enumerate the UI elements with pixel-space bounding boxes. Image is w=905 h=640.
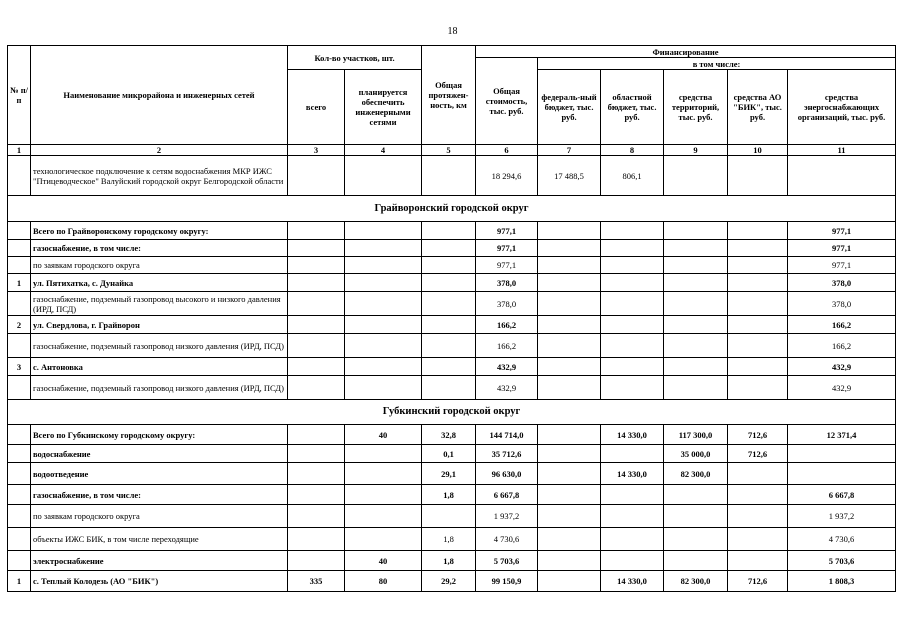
cell-energy: 378,0: [788, 274, 896, 292]
row-number: [8, 425, 31, 445]
cell-regional: 14 330,0: [601, 571, 664, 592]
cell-territory: [664, 240, 728, 257]
cell-bik: [728, 292, 788, 316]
cell-planned: [345, 316, 422, 334]
cell-bik: [728, 463, 788, 485]
table-row: [8, 445, 896, 463]
cell-regional: [601, 257, 664, 274]
cell-cost: 378,0: [476, 292, 538, 316]
cell-energy: 977,1: [788, 240, 896, 257]
cell-bik: [728, 485, 788, 505]
cell-planned: [345, 292, 422, 316]
cell-energy: 1 937,2: [788, 505, 896, 528]
header-territory: средства территорий, тыс. руб.: [664, 70, 728, 145]
cell-length: [422, 274, 476, 292]
column-number: 1: [8, 145, 31, 156]
row-name: по заявкам городского округа: [31, 505, 288, 528]
cell-territory: [664, 257, 728, 274]
header-num: № п/п: [8, 46, 31, 145]
cell-bik: 712,6: [728, 425, 788, 445]
cell-federal: [538, 445, 601, 463]
cell-planned: [345, 358, 422, 376]
row-number: 3: [8, 358, 31, 376]
row-number: [8, 292, 31, 316]
cell-regional: [601, 551, 664, 571]
cell-total: [288, 551, 345, 571]
cell-cost: 96 630,0: [476, 463, 538, 485]
cell-length: 0,1: [422, 445, 476, 463]
cell-total: [288, 505, 345, 528]
cell-cost: 977,1: [476, 240, 538, 257]
table-row: [8, 292, 896, 316]
cell-regional: [601, 485, 664, 505]
cell-bik: [728, 222, 788, 240]
cell-bik: [728, 376, 788, 400]
cell-planned: 80: [345, 571, 422, 592]
cell-regional: [601, 292, 664, 316]
cell-total: [288, 376, 345, 400]
cell-federal: [538, 358, 601, 376]
cell-regional: [601, 445, 664, 463]
column-number: 4: [345, 145, 422, 156]
table-row: [8, 463, 896, 485]
cell-cost: 432,9: [476, 358, 538, 376]
table-row: [8, 274, 896, 292]
cell-federal: [538, 292, 601, 316]
cell-cost: 977,1: [476, 257, 538, 274]
cell-total: [288, 222, 345, 240]
row-number: [8, 528, 31, 551]
cell-total: [288, 463, 345, 485]
cell-cost: 5 703,6: [476, 551, 538, 571]
table-header: [8, 46, 896, 156]
cell-territory: [664, 358, 728, 376]
cell-planned: 40: [345, 551, 422, 571]
row-name: Всего по Губкинскому городскому округу:: [31, 425, 288, 445]
cell-regional: [601, 240, 664, 257]
cell-energy: [788, 445, 896, 463]
cell-total: [288, 257, 345, 274]
cell-energy: [788, 463, 896, 485]
table-row: [8, 528, 896, 551]
cell-territory: [664, 222, 728, 240]
cell-bik: [728, 358, 788, 376]
row-number: 1: [8, 571, 31, 592]
cell-bik: [728, 551, 788, 571]
table-row: [8, 571, 896, 592]
cell-territory: [664, 376, 728, 400]
section-header: [8, 196, 896, 222]
row-name: газоснабжение, подземный газопровод низкого давления (ИРД, ПСД): [31, 376, 288, 400]
header-energy: средства энергоснабжающих организаций, тыс. руб.: [788, 70, 896, 145]
cell-total: [288, 274, 345, 292]
row-name: Всего по Грайворонскому городскому округу:: [31, 222, 288, 240]
cell-length: 29,1: [422, 463, 476, 485]
cell-planned: [345, 222, 422, 240]
cell-length: 32,8: [422, 425, 476, 445]
cell-length: [422, 240, 476, 257]
column-number: 10: [728, 145, 788, 156]
cell-federal: [538, 257, 601, 274]
cell-energy: 378,0: [788, 292, 896, 316]
cell-territory: [664, 551, 728, 571]
cell-regional: [601, 528, 664, 551]
row-name: газоснабжение, в том числе:: [31, 240, 288, 257]
row-name: технологическое подключение к сетям водоснабжения МКР ИЖС "Птицеводческое" Валуйский городской округ Белгородской области: [31, 156, 288, 196]
header-federal: федераль-ный бюджет, тыс. руб.: [538, 70, 601, 145]
cell-length: [422, 376, 476, 400]
cell-regional: 14 330,0: [601, 425, 664, 445]
cell-energy: 977,1: [788, 257, 896, 274]
cell-federal: [538, 316, 601, 334]
cell-regional: [601, 274, 664, 292]
row-name: ул. Пятихатка, с. Дунайка: [31, 274, 288, 292]
cell-cost: 35 712,6: [476, 445, 538, 463]
cell-bik: [728, 528, 788, 551]
table-row: [8, 156, 896, 196]
cell-length: [422, 334, 476, 358]
cell-regional: [601, 505, 664, 528]
cell-territory: [664, 505, 728, 528]
cell-total: [288, 292, 345, 316]
cell-cost: 144 714,0: [476, 425, 538, 445]
row-name: водоснабжение: [31, 445, 288, 463]
section-rows-gubkin: [8, 425, 896, 592]
cell-cost: 977,1: [476, 222, 538, 240]
column-number-row: [8, 145, 896, 156]
header-length: Общая протяжен-ность, км: [422, 46, 476, 145]
cell-energy: 166,2: [788, 316, 896, 334]
row-name: электроснабжение: [31, 551, 288, 571]
cell-regional: 14 330,0: [601, 463, 664, 485]
table-row: [8, 551, 896, 571]
row-name: водоотведение: [31, 463, 288, 485]
cell-cost: 166,2: [476, 316, 538, 334]
cell-energy: 432,9: [788, 358, 896, 376]
cell-federal: [538, 571, 601, 592]
cell-planned: [345, 376, 422, 400]
cell-federal: [538, 274, 601, 292]
section-header: [8, 400, 896, 425]
section-title: Губкинский городской округ: [8, 400, 896, 425]
cell-territory: [664, 334, 728, 358]
cell-planned: [345, 257, 422, 274]
cell-total: [288, 425, 345, 445]
row-name: газоснабжение, подземный газопровод низкого давления (ИРД, ПСД): [31, 334, 288, 358]
cell-regional: [601, 316, 664, 334]
row-number: [8, 505, 31, 528]
column-number: 9: [664, 145, 728, 156]
cell-federal: [538, 425, 601, 445]
table-row: [8, 257, 896, 274]
cell-energy: 977,1: [788, 222, 896, 240]
row-number: 1: [8, 274, 31, 292]
row-name: объекты ИЖС БИК, в том числе переходящие: [31, 528, 288, 551]
cell-regional: [601, 334, 664, 358]
cell-cost: 4 730,6: [476, 528, 538, 551]
cell-bik: 712,6: [728, 445, 788, 463]
header-financing: Финансирование: [476, 46, 896, 58]
row-number: [8, 485, 31, 505]
table-row: [8, 358, 896, 376]
cell-cost: 432,9: [476, 376, 538, 400]
cell-territory: [664, 292, 728, 316]
cell-length: [422, 316, 476, 334]
column-number: 7: [538, 145, 601, 156]
row-number: [8, 376, 31, 400]
financing-table: [7, 45, 896, 592]
table-row: [8, 240, 896, 257]
header-plots: Кол-во участков, шт.: [288, 46, 422, 70]
row-name: ул. Свердлова, г. Грайворон: [31, 316, 288, 334]
cell-length: 1,8: [422, 485, 476, 505]
row-number: [8, 551, 31, 571]
column-number: 5: [422, 145, 476, 156]
table-row: [8, 334, 896, 358]
cell-total: [288, 316, 345, 334]
cell-length: 1,8: [422, 551, 476, 571]
cell-federal: [538, 463, 601, 485]
cell-regional: 806,1: [601, 156, 664, 196]
cell-cost: 378,0: [476, 274, 538, 292]
cell-planned: [345, 274, 422, 292]
cell-cost: 166,2: [476, 334, 538, 358]
table-row: [8, 222, 896, 240]
cell-territory: [664, 528, 728, 551]
cell-federal: [538, 334, 601, 358]
cell-regional: [601, 222, 664, 240]
row-name: с. Теплый Колодезь (АО "БИК"): [31, 571, 288, 592]
cell-regional: [601, 376, 664, 400]
cell-cost: 1 937,2: [476, 505, 538, 528]
cell-planned: [345, 445, 422, 463]
cell-bik: [728, 240, 788, 257]
cell-territory: [664, 274, 728, 292]
cell-federal: [538, 222, 601, 240]
cell-energy: 5 703,6: [788, 551, 896, 571]
header-name: Наименование микрорайона и инженерных сетей: [31, 46, 288, 145]
cell-bik: 712,6: [728, 571, 788, 592]
cell-bik: [728, 316, 788, 334]
cell-planned: [345, 240, 422, 257]
cell-energy: 432,9: [788, 376, 896, 400]
cell-federal: [538, 240, 601, 257]
cell-federal: [538, 505, 601, 528]
cell-length: [422, 222, 476, 240]
cell-bik: [728, 505, 788, 528]
cell-bik: [728, 334, 788, 358]
cell-energy: 1 808,3: [788, 571, 896, 592]
cell-total: [288, 445, 345, 463]
column-number: 11: [788, 145, 896, 156]
table-row: [8, 505, 896, 528]
cell-federal: [538, 551, 601, 571]
header-cost: Общая стоимость, тыс. руб.: [476, 58, 538, 145]
table-row: [8, 316, 896, 334]
page-number: 18: [447, 26, 458, 37]
column-number: 6: [476, 145, 538, 156]
cell-planned: [345, 485, 422, 505]
header-plots-planned: планируется обеспечить инженерными сетями: [345, 70, 422, 145]
cell-total: [288, 358, 345, 376]
header-bik: средства АО "БИК", тыс. руб.: [728, 70, 788, 145]
section-title: Грайворонский городской округ: [8, 196, 896, 222]
cell-total: [288, 334, 345, 358]
cell-bik: [728, 257, 788, 274]
cell-total: [288, 485, 345, 505]
row-number: [8, 240, 31, 257]
cell-energy: 6 667,8: [788, 485, 896, 505]
cell-planned: [345, 463, 422, 485]
cell-length: [422, 505, 476, 528]
cell-energy: 12 371,4: [788, 425, 896, 445]
cell-territory: 82 300,0: [664, 571, 728, 592]
row-number: [8, 222, 31, 240]
cell-length: 1,8: [422, 528, 476, 551]
cell-total: 335: [288, 571, 345, 592]
cell-planned: [345, 528, 422, 551]
header-regional: областной бюджет, тыс. руб.: [601, 70, 664, 145]
cell-territory: [664, 316, 728, 334]
cell-bik: [728, 274, 788, 292]
cell-length: [422, 257, 476, 274]
cell-total: [288, 240, 345, 257]
cell-territory: 35 000,0: [664, 445, 728, 463]
row-name: по заявкам городского округа: [31, 257, 288, 274]
cell-planned: [345, 505, 422, 528]
cell-energy: 4 730,6: [788, 528, 896, 551]
cell-federal: 17 488,5: [538, 156, 601, 196]
row-number: [8, 257, 31, 274]
cell-length: [422, 292, 476, 316]
row-name: газоснабжение, в том числе:: [31, 485, 288, 505]
row-number: 2: [8, 316, 31, 334]
row-number: [8, 463, 31, 485]
cell-regional: [601, 358, 664, 376]
cell-federal: [538, 485, 601, 505]
cell-planned: [345, 334, 422, 358]
column-number: 2: [31, 145, 288, 156]
cell-length: [422, 358, 476, 376]
column-number: 3: [288, 145, 345, 156]
cell-energy: 166,2: [788, 334, 896, 358]
header-plots-total: всего: [288, 70, 345, 145]
row-number: [8, 445, 31, 463]
cell-cost: 99 150,9: [476, 571, 538, 592]
cell-federal: [538, 528, 601, 551]
row-number: [8, 334, 31, 358]
header-including: в том числе:: [538, 58, 896, 70]
table-row: [8, 376, 896, 400]
cell-planned: 40: [345, 425, 422, 445]
cell-length: 29,2: [422, 571, 476, 592]
cell-total: [288, 528, 345, 551]
cell-territory: 82 300,0: [664, 463, 728, 485]
cell-federal: [538, 376, 601, 400]
section-rows-grayvoron: [8, 222, 896, 400]
column-number: 8: [601, 145, 664, 156]
table-row: [8, 485, 896, 505]
row-name: газоснабжение, подземный газопровод высокого и низкого давления (ИРД, ПСД): [31, 292, 288, 316]
table-row: [8, 425, 896, 445]
cell-cost: 18 294,6: [476, 156, 538, 196]
cell-territory: [664, 485, 728, 505]
row-name: с. Антоновка: [31, 358, 288, 376]
cell-territory: 117 300,0: [664, 425, 728, 445]
cell-cost: 6 667,8: [476, 485, 538, 505]
